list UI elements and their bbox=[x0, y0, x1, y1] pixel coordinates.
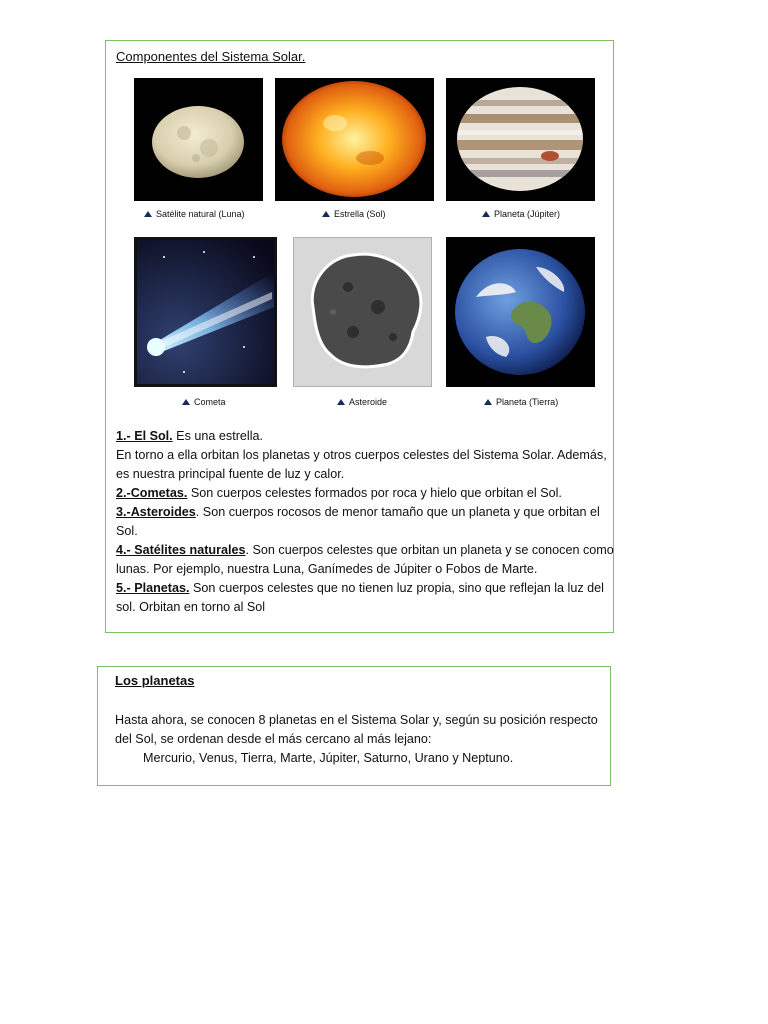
figure-caption: Satélite natural (Luna) bbox=[144, 209, 245, 219]
figure-caption: Planeta (Júpiter) bbox=[482, 209, 560, 219]
planets-box bbox=[97, 666, 611, 786]
moon-figure bbox=[134, 78, 263, 201]
planets-intro: Hasta ahora, se conocen 8 planetas en el Sistema Solar y, según su posición respecto del Sol, se ordenan desde el más cercano al más lejano: bbox=[115, 713, 598, 746]
asteroid-figure bbox=[293, 237, 432, 387]
solar-system-components-box bbox=[105, 40, 614, 633]
jupiter-figure bbox=[446, 78, 595, 201]
item-sun: 1.- El Sol. Es una estrella. bbox=[116, 429, 263, 443]
earth-figure bbox=[446, 237, 595, 387]
components-description bbox=[116, 427, 616, 617]
section-title: Componentes del Sistema Solar. bbox=[116, 49, 306, 64]
sun-image bbox=[275, 78, 434, 201]
item-asteroids: 3.-Asteroides. Son cuerpos rocosos de menor tamaño que un planeta y que orbitan el Sol. bbox=[116, 505, 600, 538]
item-sun-detail: En torno a ella orbitan los planetas y otros cuerpos celestes del Sistema Solar. Además, es nuestra principal fuente de luz y calor. bbox=[116, 448, 607, 481]
asteroid-image bbox=[293, 237, 432, 387]
comet-figure bbox=[134, 237, 277, 387]
sun-figure bbox=[275, 78, 434, 201]
triangle-icon bbox=[322, 211, 330, 217]
triangle-icon bbox=[482, 211, 490, 217]
planets-title: Los planetas bbox=[115, 673, 195, 688]
triangle-icon bbox=[337, 399, 345, 405]
moon-image bbox=[134, 78, 263, 201]
triangle-icon bbox=[144, 211, 152, 217]
item-planets: 5.- Planetas. Son cuerpos celestes que no tienen luz propia, sino que reflejan la luz del sol. Orbitan en torno al Sol bbox=[116, 581, 604, 614]
item-comets: 2.-Cometas. Son cuerpos celestes formados por roca y hielo que orbitan el Sol. bbox=[116, 486, 562, 500]
triangle-icon bbox=[484, 399, 492, 405]
item-natural-satellites: 4.- Satélites naturales. Son cuerpos celestes que orbitan un planeta y se conocen como lunas. Por ejemplo, nuestra Luna, Ganímedes de Júpiter o Fobos de Marte. bbox=[116, 543, 614, 576]
comet-image bbox=[134, 237, 277, 387]
triangle-icon bbox=[182, 399, 190, 405]
earth-image bbox=[446, 237, 595, 387]
figure-caption: Planeta (Tierra) bbox=[484, 397, 558, 407]
figure-caption: Estrella (Sol) bbox=[322, 209, 386, 219]
figure-caption: Cometa bbox=[182, 397, 226, 407]
figure-caption: Asteroide bbox=[337, 397, 387, 407]
jupiter-image bbox=[446, 78, 595, 201]
planets-list: Mercurio, Venus, Tierra, Marte, Júpiter, Saturno, Urano y Neptuno. bbox=[143, 751, 514, 765]
